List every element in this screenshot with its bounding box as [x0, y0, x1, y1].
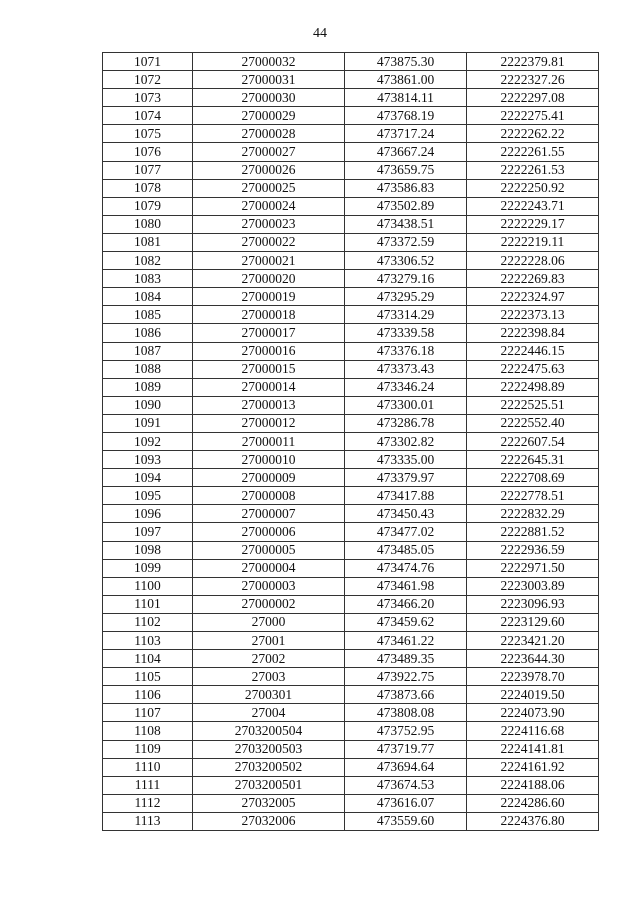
table-row: [103, 396, 599, 414]
table-row: [103, 89, 599, 107]
row-number-cell: 1100: [103, 577, 193, 595]
y-coordinate-cell: 2224019.50: [467, 686, 599, 704]
point-id-cell: 27000021: [193, 252, 345, 270]
row-number-cell: 1079: [103, 197, 193, 215]
row-number-cell: 1099: [103, 559, 193, 577]
row-number-cell: 1090: [103, 396, 193, 414]
table-row: [103, 378, 599, 396]
table-row: [103, 541, 599, 559]
x-coordinate-cell: 473768.19: [345, 107, 467, 125]
row-number-cell: 1084: [103, 288, 193, 306]
row-number-cell: 1088: [103, 360, 193, 378]
point-id-cell: 27004: [193, 704, 345, 722]
x-coordinate-cell: 473667.24: [345, 143, 467, 161]
table-row: [103, 613, 599, 631]
row-number-cell: 1107: [103, 704, 193, 722]
point-id-cell: 2703200502: [193, 758, 345, 776]
table-row: [103, 342, 599, 360]
point-id-cell: 27000029: [193, 107, 345, 125]
point-id-cell: 27000011: [193, 432, 345, 450]
row-number-cell: 1098: [103, 541, 193, 559]
point-id-cell: 27000006: [193, 523, 345, 541]
table-row: [103, 812, 599, 830]
x-coordinate-cell: 473279.16: [345, 270, 467, 288]
x-coordinate-cell: 473875.30: [345, 53, 467, 71]
y-coordinate-cell: 2222250.92: [467, 179, 599, 197]
x-coordinate-cell: 473502.89: [345, 197, 467, 215]
x-coordinate-cell: 473461.98: [345, 577, 467, 595]
y-coordinate-cell: 2224188.06: [467, 776, 599, 794]
y-coordinate-cell: 2223003.89: [467, 577, 599, 595]
y-coordinate-cell: 2222971.50: [467, 559, 599, 577]
y-coordinate-cell: 2222379.81: [467, 53, 599, 71]
y-coordinate-cell: 2224286.60: [467, 794, 599, 812]
point-id-cell: 27000017: [193, 324, 345, 342]
row-number-cell: 1072: [103, 71, 193, 89]
table-row: [103, 559, 599, 577]
y-coordinate-cell: 2222552.40: [467, 414, 599, 432]
row-number-cell: 1082: [103, 252, 193, 270]
point-id-cell: 27000032: [193, 53, 345, 71]
point-id-cell: 27001: [193, 632, 345, 650]
x-coordinate-cell: 473466.20: [345, 595, 467, 613]
table-row: [103, 252, 599, 270]
y-coordinate-cell: 2224141.81: [467, 740, 599, 758]
row-number-cell: 1080: [103, 215, 193, 233]
table-row: [103, 161, 599, 179]
x-coordinate-cell: 473586.83: [345, 179, 467, 197]
row-number-cell: 1085: [103, 306, 193, 324]
x-coordinate-cell: 473459.62: [345, 613, 467, 631]
y-coordinate-cell: 2222373.13: [467, 306, 599, 324]
y-coordinate-cell: 2222261.53: [467, 161, 599, 179]
row-number-cell: 1104: [103, 650, 193, 668]
point-id-cell: 27000014: [193, 378, 345, 396]
table-row: [103, 179, 599, 197]
row-number-cell: 1091: [103, 414, 193, 432]
point-id-cell: 27000016: [193, 342, 345, 360]
point-id-cell: 2703200501: [193, 776, 345, 794]
row-number-cell: 1087: [103, 342, 193, 360]
table-row: [103, 487, 599, 505]
row-number-cell: 1077: [103, 161, 193, 179]
x-coordinate-cell: 473373.43: [345, 360, 467, 378]
x-coordinate-cell: 473302.82: [345, 432, 467, 450]
point-id-cell: 27000007: [193, 505, 345, 523]
x-coordinate-cell: 473477.02: [345, 523, 467, 541]
y-coordinate-cell: 2222327.26: [467, 71, 599, 89]
table-row: [103, 451, 599, 469]
table-row: [103, 523, 599, 541]
row-number-cell: 1105: [103, 668, 193, 686]
y-coordinate-cell: 2223421.20: [467, 632, 599, 650]
y-coordinate-cell: 2222261.55: [467, 143, 599, 161]
row-number-cell: 1073: [103, 89, 193, 107]
y-coordinate-cell: 2222607.54: [467, 432, 599, 450]
table-body: [103, 53, 599, 831]
table-row: [103, 270, 599, 288]
table-row: [103, 686, 599, 704]
y-coordinate-cell: 2222881.52: [467, 523, 599, 541]
point-id-cell: 27000022: [193, 233, 345, 251]
x-coordinate-cell: 473559.60: [345, 812, 467, 830]
y-coordinate-cell: 2222262.22: [467, 125, 599, 143]
y-coordinate-cell: 2222324.97: [467, 288, 599, 306]
x-coordinate-cell: 473485.05: [345, 541, 467, 559]
x-coordinate-cell: 473450.43: [345, 505, 467, 523]
y-coordinate-cell: 2222498.89: [467, 378, 599, 396]
x-coordinate-cell: 473314.29: [345, 306, 467, 324]
row-number-cell: 1103: [103, 632, 193, 650]
point-id-cell: 27000003: [193, 577, 345, 595]
point-id-cell: 2703200503: [193, 740, 345, 758]
point-id-cell: 27000002: [193, 595, 345, 613]
point-id-cell: 27000012: [193, 414, 345, 432]
row-number-cell: 1094: [103, 469, 193, 487]
x-coordinate-cell: 473306.52: [345, 252, 467, 270]
y-coordinate-cell: 2222275.41: [467, 107, 599, 125]
x-coordinate-cell: 473808.08: [345, 704, 467, 722]
point-id-cell: 27000005: [193, 541, 345, 559]
row-number-cell: 1112: [103, 794, 193, 812]
y-coordinate-cell: 2222708.69: [467, 469, 599, 487]
row-number-cell: 1086: [103, 324, 193, 342]
point-id-cell: 27000018: [193, 306, 345, 324]
x-coordinate-cell: 473861.00: [345, 71, 467, 89]
point-id-cell: 27000031: [193, 71, 345, 89]
x-coordinate-cell: 473461.22: [345, 632, 467, 650]
table-row: [103, 595, 599, 613]
table-row: [103, 288, 599, 306]
table-row: [103, 704, 599, 722]
coordinates-table: [102, 52, 599, 831]
point-id-cell: 27032006: [193, 812, 345, 830]
table-row: [103, 776, 599, 794]
x-coordinate-cell: 473616.07: [345, 794, 467, 812]
x-coordinate-cell: 473474.76: [345, 559, 467, 577]
point-id-cell: 27000010: [193, 451, 345, 469]
point-id-cell: 27000009: [193, 469, 345, 487]
row-number-cell: 1113: [103, 812, 193, 830]
table-row: [103, 53, 599, 71]
point-id-cell: 27000015: [193, 360, 345, 378]
x-coordinate-cell: 473339.58: [345, 324, 467, 342]
y-coordinate-cell: 2222525.51: [467, 396, 599, 414]
table-row: [103, 758, 599, 776]
y-coordinate-cell: 2222778.51: [467, 487, 599, 505]
table-row: [103, 432, 599, 450]
point-id-cell: 27000030: [193, 89, 345, 107]
page-number: 44: [313, 26, 327, 41]
point-id-cell: 27002: [193, 650, 345, 668]
row-number-cell: 1092: [103, 432, 193, 450]
x-coordinate-cell: 473694.64: [345, 758, 467, 776]
y-coordinate-cell: 2222229.17: [467, 215, 599, 233]
row-number-cell: 1111: [103, 776, 193, 794]
coordinates-table-container: [102, 52, 598, 831]
point-id-cell: 27000025: [193, 179, 345, 197]
x-coordinate-cell: 473295.29: [345, 288, 467, 306]
y-coordinate-cell: 2224376.80: [467, 812, 599, 830]
table-row: [103, 143, 599, 161]
table-row: [103, 505, 599, 523]
y-coordinate-cell: 2222219.11: [467, 233, 599, 251]
x-coordinate-cell: 473922.75: [345, 668, 467, 686]
x-coordinate-cell: 473376.18: [345, 342, 467, 360]
table-row: [103, 197, 599, 215]
row-number-cell: 1076: [103, 143, 193, 161]
point-id-cell: 27000023: [193, 215, 345, 233]
x-coordinate-cell: 473438.51: [345, 215, 467, 233]
y-coordinate-cell: 2223096.93: [467, 595, 599, 613]
row-number-cell: 1093: [103, 451, 193, 469]
table-row: [103, 469, 599, 487]
table-row: [103, 740, 599, 758]
point-id-cell: 27000013: [193, 396, 345, 414]
y-coordinate-cell: 2224161.92: [467, 758, 599, 776]
y-coordinate-cell: 2224116.68: [467, 722, 599, 740]
point-id-cell: 27000019: [193, 288, 345, 306]
y-coordinate-cell: 2222398.84: [467, 324, 599, 342]
table-row: [103, 577, 599, 595]
table-row: [103, 668, 599, 686]
y-coordinate-cell: 2222645.31: [467, 451, 599, 469]
x-coordinate-cell: 473717.24: [345, 125, 467, 143]
row-number-cell: 1078: [103, 179, 193, 197]
x-coordinate-cell: 473752.95: [345, 722, 467, 740]
row-number-cell: 1110: [103, 758, 193, 776]
point-id-cell: 27000: [193, 613, 345, 631]
x-coordinate-cell: 473372.59: [345, 233, 467, 251]
table-row: [103, 414, 599, 432]
row-number-cell: 1106: [103, 686, 193, 704]
point-id-cell: 27000026: [193, 161, 345, 179]
x-coordinate-cell: 473286.78: [345, 414, 467, 432]
x-coordinate-cell: 473814.11: [345, 89, 467, 107]
x-coordinate-cell: 473417.88: [345, 487, 467, 505]
point-id-cell: 2703200504: [193, 722, 345, 740]
y-coordinate-cell: 2224073.90: [467, 704, 599, 722]
y-coordinate-cell: 2222243.71: [467, 197, 599, 215]
y-coordinate-cell: 2222475.63: [467, 360, 599, 378]
y-coordinate-cell: 2223129.60: [467, 613, 599, 631]
y-coordinate-cell: 2222269.83: [467, 270, 599, 288]
table-row: [103, 215, 599, 233]
x-coordinate-cell: 473379.97: [345, 469, 467, 487]
table-row: [103, 722, 599, 740]
row-number-cell: 1075: [103, 125, 193, 143]
x-coordinate-cell: 473719.77: [345, 740, 467, 758]
y-coordinate-cell: 2222446.15: [467, 342, 599, 360]
row-number-cell: 1097: [103, 523, 193, 541]
table-row: [103, 233, 599, 251]
table-row: [103, 324, 599, 342]
row-number-cell: 1101: [103, 595, 193, 613]
table-row: [103, 107, 599, 125]
y-coordinate-cell: 2223644.30: [467, 650, 599, 668]
point-id-cell: 27032005: [193, 794, 345, 812]
x-coordinate-cell: 473335.00: [345, 451, 467, 469]
x-coordinate-cell: 473300.01: [345, 396, 467, 414]
x-coordinate-cell: 473674.53: [345, 776, 467, 794]
table-row: [103, 360, 599, 378]
row-number-cell: 1095: [103, 487, 193, 505]
row-number-cell: 1071: [103, 53, 193, 71]
x-coordinate-cell: 473659.75: [345, 161, 467, 179]
point-id-cell: 27000027: [193, 143, 345, 161]
row-number-cell: 1074: [103, 107, 193, 125]
y-coordinate-cell: 2222297.08: [467, 89, 599, 107]
y-coordinate-cell: 2222936.59: [467, 541, 599, 559]
row-number-cell: 1096: [103, 505, 193, 523]
row-number-cell: 1108: [103, 722, 193, 740]
y-coordinate-cell: 2222228.06: [467, 252, 599, 270]
point-id-cell: 27000020: [193, 270, 345, 288]
row-number-cell: 1102: [103, 613, 193, 631]
row-number-cell: 1109: [103, 740, 193, 758]
row-number-cell: 1081: [103, 233, 193, 251]
table-row: [103, 125, 599, 143]
x-coordinate-cell: 473489.35: [345, 650, 467, 668]
table-row: [103, 632, 599, 650]
table-row: [103, 71, 599, 89]
table-row: [103, 794, 599, 812]
x-coordinate-cell: 473873.66: [345, 686, 467, 704]
point-id-cell: 27000028: [193, 125, 345, 143]
point-id-cell: 2700301: [193, 686, 345, 704]
row-number-cell: 1083: [103, 270, 193, 288]
table-row: [103, 306, 599, 324]
x-coordinate-cell: 473346.24: [345, 378, 467, 396]
y-coordinate-cell: 2222832.29: [467, 505, 599, 523]
point-id-cell: 27000004: [193, 559, 345, 577]
point-id-cell: 27003: [193, 668, 345, 686]
point-id-cell: 27000024: [193, 197, 345, 215]
table-row: [103, 650, 599, 668]
row-number-cell: 1089: [103, 378, 193, 396]
point-id-cell: 27000008: [193, 487, 345, 505]
y-coordinate-cell: 2223978.70: [467, 668, 599, 686]
